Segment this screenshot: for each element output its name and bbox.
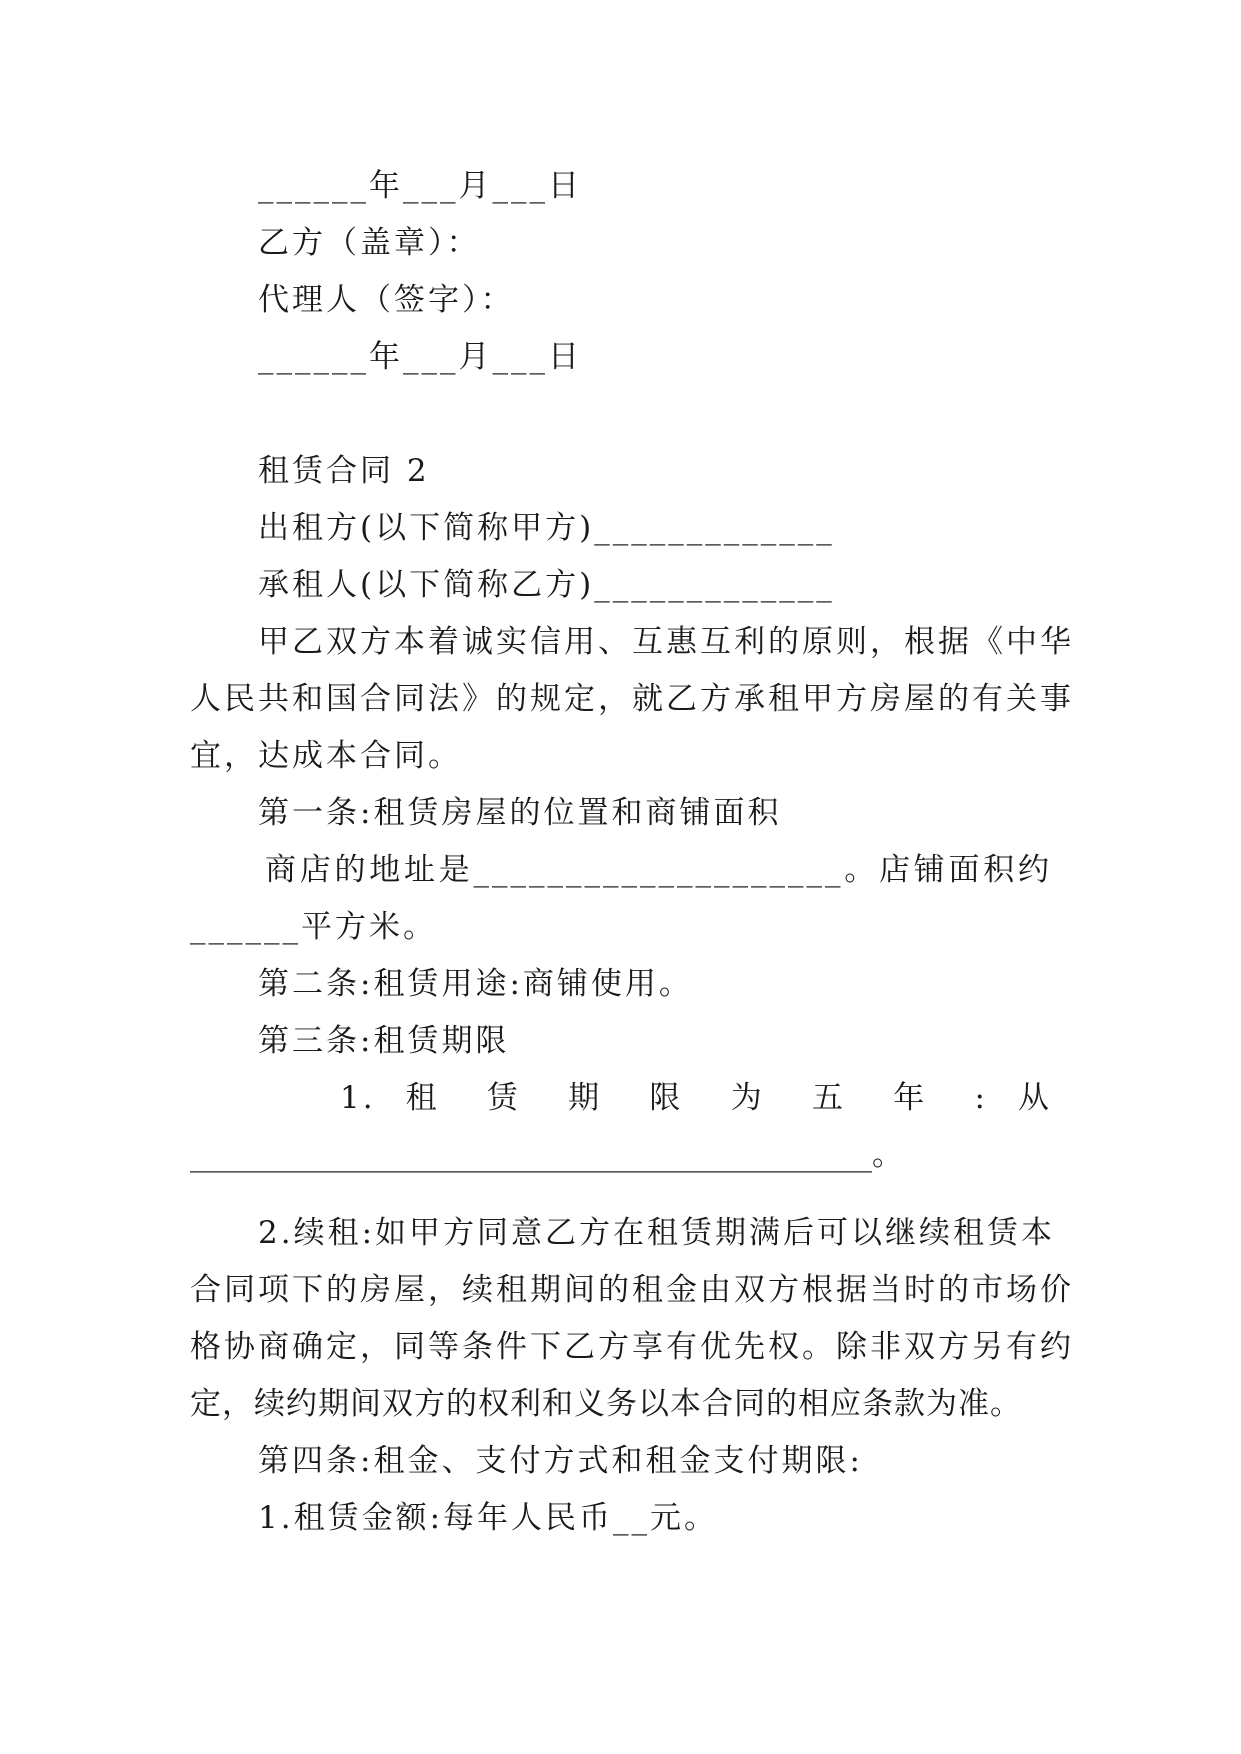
article-1-heading: 第一条:租赁房屋的位置和商铺面积 (258, 795, 782, 831)
lease-term-line: 1. 租 赁 期 限 为 五 年 : 从 (340, 1080, 1052, 1116)
preamble-line-2: 人民共和国合同法》的规定，就乙方承租甲方房屋的有关事 (190, 681, 1074, 717)
lessee-line: 承租人(以下简称乙方)_____________ (258, 567, 835, 603)
shop-address-line: 商店的地址是____________________。店铺面积约 (265, 852, 1052, 888)
lessor-line: 出租方(以下简称甲方)_____________ (258, 510, 835, 546)
article-3-heading: 第三条:租赁期限 (258, 1023, 510, 1059)
date-line-1: ______年___月___日 (258, 168, 582, 204)
agent-signature-line: 代理人（签字）： (258, 282, 515, 318)
preamble-line-3: 宜，达成本合同。 (190, 738, 462, 774)
lease-term-blank-line: ____________________________________________。 (190, 1137, 903, 1173)
rent-amount-line: 1.租赁金额:每年人民币__元。 (258, 1500, 719, 1536)
party-b-seal-line: 乙方（盖章）： (258, 225, 481, 261)
shop-area-line: ______平方米。 (190, 909, 437, 945)
renewal-line-2: 合同项下的房屋，续租期间的租金由双方根据当时的市场价 (190, 1272, 1074, 1308)
renewal-line-1: 2.续租:如甲方同意乙方在租赁期满后可以继续租赁本 (258, 1215, 1056, 1251)
contract-title: 租赁合同 2 (258, 453, 430, 489)
article-2-heading: 第二条:租赁用途:商铺使用。 (258, 966, 693, 1002)
renewal-line-4: 定，续约期间双方的权利和义务以本合同的相应条款为准。 (190, 1386, 1022, 1422)
date-line-2: ______年___月___日 (258, 339, 582, 375)
renewal-line-3: 格协商确定，同等条件下乙方享有优先权。除非双方另有约 (190, 1329, 1074, 1365)
preamble-line-1: 甲乙双方本着诚实信用、互惠互利的原则，根据《中华 (258, 624, 1074, 660)
article-4-heading: 第四条:租金、支付方式和租金支付期限: (258, 1443, 863, 1479)
